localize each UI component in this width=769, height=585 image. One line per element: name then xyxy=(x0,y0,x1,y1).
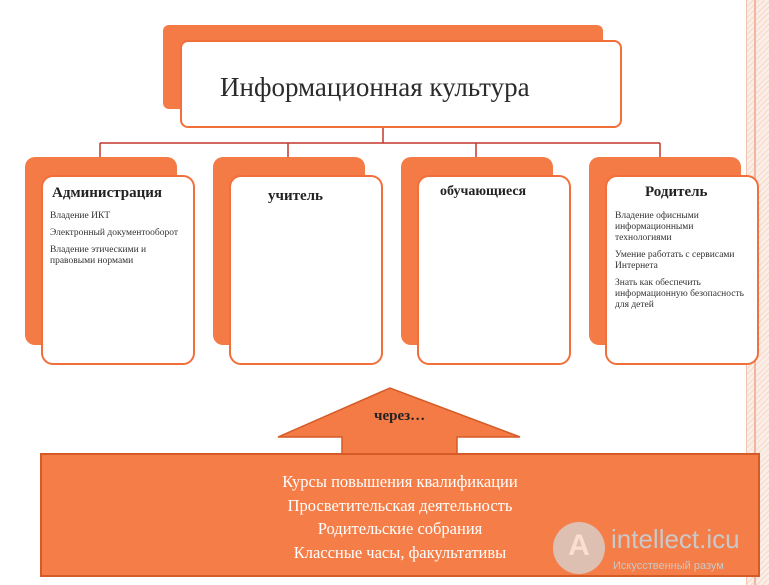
list-item: Классные часы, факультативы xyxy=(293,542,507,562)
list-item: Электронный документооборот xyxy=(50,228,179,238)
list-item: Владение этическими и правовыми нормами xyxy=(50,245,147,266)
list-item: Владение ИКТ xyxy=(50,211,111,221)
list-item: Знать как обеспечить информационную безопасность для детей xyxy=(615,278,744,310)
list-item: Просветительская деятельность xyxy=(287,495,513,515)
column-heading-students: обучающиеся xyxy=(440,184,527,199)
column-heading-teacher: учитель xyxy=(268,188,323,204)
list-item: Умение работать с сервисами Интернета xyxy=(615,250,735,271)
column-heading-parent: Родитель xyxy=(645,184,708,200)
arrow-label: через… xyxy=(374,408,426,424)
watermark-site: intellect.icu xyxy=(611,524,740,554)
list-item: Родительские собрания xyxy=(317,519,483,538)
watermark-logo-icon: A xyxy=(553,522,605,574)
watermark xyxy=(553,522,769,580)
list-item: Курсы повышения квалификации xyxy=(282,472,518,491)
diagram-title: Информационная культура xyxy=(220,72,530,102)
watermark-tagline: Искусственный разум xyxy=(613,560,724,572)
column-heading-administration: Администрация xyxy=(52,185,163,201)
list-item: Владение офисными информационными технологиями xyxy=(615,211,699,243)
